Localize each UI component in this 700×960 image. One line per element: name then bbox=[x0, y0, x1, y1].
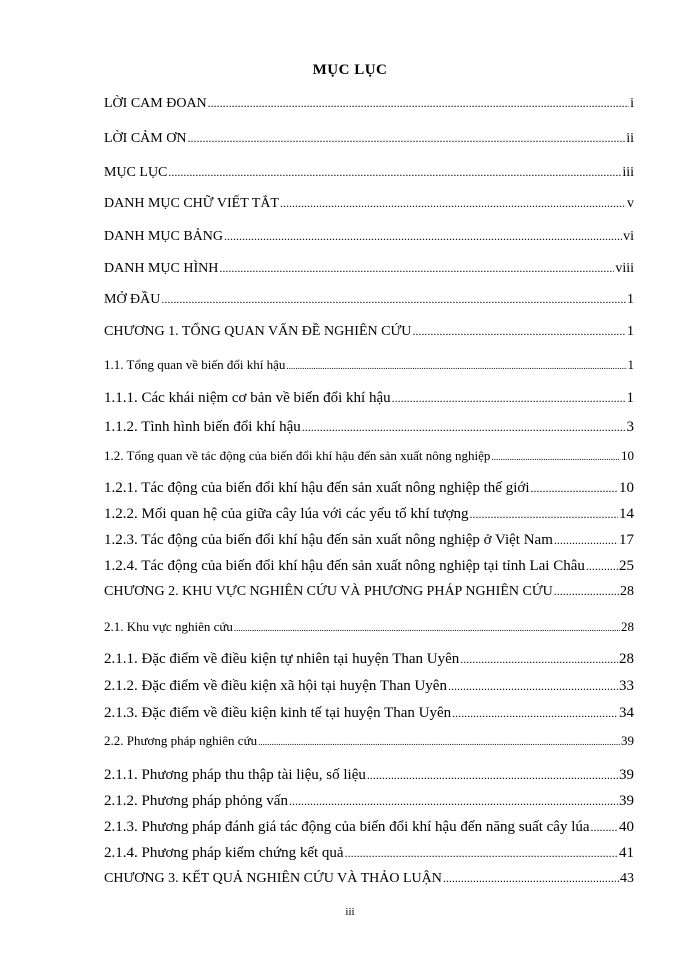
toc-entry[interactable] bbox=[104, 131, 634, 147]
toc-entry-page: ii bbox=[626, 131, 634, 146]
leader-dots bbox=[586, 559, 618, 574]
toc-entry[interactable] bbox=[104, 324, 634, 340]
toc-entry-page: iii bbox=[622, 165, 634, 180]
toc-entry-page: 1 bbox=[627, 292, 634, 307]
toc-entry-label: MỤC LỤC bbox=[104, 165, 168, 180]
leader-dots bbox=[470, 507, 618, 522]
toc-entry[interactable] bbox=[104, 229, 634, 245]
toc-entry-page: vi bbox=[623, 229, 634, 244]
toc-entry[interactable] bbox=[104, 871, 634, 887]
leader-dots bbox=[219, 261, 614, 276]
toc-entry-label: 2.1.3. Phương pháp đánh giá tác động của biến đổi khí hậu đến năng suất cây lúa bbox=[104, 819, 590, 835]
toc-entry-page: viii bbox=[615, 261, 634, 276]
toc-entry[interactable] bbox=[104, 419, 634, 436]
leader-dots bbox=[208, 96, 629, 111]
toc-entry-label: 1.2.4. Tác động của biến đổi khí hậu đến sản xuất nông nghiệp tại tỉnh Lai Châu bbox=[104, 558, 585, 574]
toc-entry[interactable] bbox=[104, 448, 634, 464]
leader-dots bbox=[491, 452, 620, 462]
leader-dots bbox=[280, 196, 626, 211]
toc-entry-page: 1 bbox=[627, 324, 634, 339]
toc-entry-page: 28 bbox=[619, 651, 634, 667]
toc-entry-label: 1.2. Tổng quan về tác động của biến đổi khí hậu đến sản xuất nông nghiệp bbox=[104, 448, 491, 463]
toc-entry[interactable] bbox=[104, 819, 634, 836]
toc-entry-page: 40 bbox=[619, 819, 634, 835]
toc-entry[interactable] bbox=[104, 532, 634, 549]
toc-entry[interactable] bbox=[104, 96, 634, 112]
leader-dots bbox=[161, 292, 626, 307]
toc-entry-page: 34 bbox=[619, 705, 634, 721]
toc-entry-label: 2.1.2. Phương pháp phỏng vấn bbox=[104, 793, 288, 809]
leader-dots bbox=[345, 846, 618, 861]
toc-entry-label: 2.1.2. Đặc điểm về điều kiện xã hội tại huyện Than Uyên bbox=[104, 678, 447, 694]
leader-dots bbox=[554, 533, 618, 548]
toc-entry[interactable] bbox=[104, 584, 634, 600]
toc-entry-page: i bbox=[630, 96, 634, 111]
toc-entry-page: 17 bbox=[619, 532, 634, 548]
toc-entry[interactable] bbox=[104, 767, 634, 784]
leader-dots bbox=[531, 481, 619, 496]
toc-entry-label: DANH MỤC HÌNH bbox=[104, 261, 219, 276]
toc-entry[interactable] bbox=[104, 506, 634, 523]
toc-entry[interactable] bbox=[104, 390, 634, 407]
toc-entry-label: CHƯƠNG 3. KẾT QUẢ NGHIÊN CỨU VÀ THẢO LUẬN bbox=[104, 871, 442, 886]
toc-entry-label: MỞ ĐẦU bbox=[104, 292, 161, 307]
toc-entry[interactable] bbox=[104, 558, 634, 575]
leader-dots bbox=[412, 324, 626, 339]
toc-entry-page: 25 bbox=[619, 558, 634, 574]
leader-dots bbox=[289, 794, 618, 809]
toc-entry-page: 28 bbox=[621, 619, 634, 634]
toc-entry-label: 2.1.1. Phương pháp thu thập tài liệu, số liệu bbox=[104, 767, 366, 783]
toc-entry-page: 28 bbox=[620, 584, 634, 599]
page-title: MỤC LỤC bbox=[312, 62, 388, 78]
toc-entry[interactable] bbox=[104, 651, 634, 668]
toc-entry[interactable] bbox=[104, 845, 634, 862]
toc-entry-page: 1 bbox=[627, 357, 634, 372]
toc-entry[interactable] bbox=[104, 793, 634, 810]
toc-entry-label: 2.1. Khu vực nghiên cứu bbox=[104, 619, 233, 634]
toc-entry[interactable] bbox=[104, 733, 634, 749]
toc-entry[interactable] bbox=[104, 196, 634, 212]
leader-dots bbox=[460, 652, 618, 667]
toc-entry-page: 14 bbox=[619, 506, 634, 522]
toc-entry[interactable] bbox=[104, 480, 634, 497]
toc-entry-label: DANH MỤC CHỮ VIẾT TẮT bbox=[104, 196, 279, 211]
toc-entry-label: CHƯƠNG 1. TỔNG QUAN VẤN ĐỀ NGHIÊN CỨU bbox=[104, 324, 412, 339]
toc-entry-label: 2.1.3. Đặc điểm về điều kiện kinh tế tại huyện Than Uyên bbox=[104, 705, 452, 721]
toc-entry[interactable] bbox=[104, 619, 634, 635]
page-number: iii bbox=[345, 906, 355, 918]
toc-entry-page: 41 bbox=[619, 845, 634, 861]
leader-dots bbox=[452, 706, 618, 721]
toc-entry-page: 10 bbox=[621, 448, 634, 463]
toc-entry-label: 1.1.2. Tình hình biến đổi khí hậu bbox=[104, 419, 301, 435]
toc-entry[interactable] bbox=[104, 261, 634, 277]
toc-entry-page: 10 bbox=[619, 480, 634, 496]
toc-entry-label: CHƯƠNG 2. KHU VỰC NGHIÊN CỨU VÀ PHƯƠNG PHÁP NGHIÊN CỨU bbox=[104, 584, 553, 599]
toc-entry-label: 2.1.1. Đặc điểm về điều kiện tự nhiên tại huyện Than Uyên bbox=[104, 651, 460, 667]
leader-dots bbox=[392, 391, 626, 406]
leader-dots bbox=[448, 679, 618, 694]
leader-dots bbox=[591, 820, 618, 835]
toc-entry-label: 2.1.4. Phương pháp kiểm chứng kết quả bbox=[104, 845, 344, 861]
leader-dots bbox=[302, 420, 626, 435]
toc-entry-page: v bbox=[627, 196, 634, 211]
toc-entry[interactable] bbox=[104, 165, 634, 181]
toc-entry-label: 1.2.1. Tác động của biến đổi khí hậu đến sản xuất nông nghiệp thế giới bbox=[104, 480, 530, 496]
toc-entry[interactable] bbox=[104, 678, 634, 695]
toc-entry[interactable] bbox=[104, 705, 634, 722]
toc-entry-page: 1 bbox=[626, 390, 634, 406]
leader-dots bbox=[443, 871, 619, 886]
toc-entry-label: DANH MỤC BẢNG bbox=[104, 229, 224, 244]
leader-dots bbox=[554, 584, 619, 599]
toc-entry-label: 1.2.3. Tác động của biến đổi khí hậu đến sản xuất nông nghiệp ở Việt Nam bbox=[104, 532, 553, 548]
toc-entry-page: 39 bbox=[619, 793, 634, 809]
leader-dots bbox=[234, 623, 620, 633]
toc-entry-page: 39 bbox=[619, 767, 634, 783]
toc-entry-page: 33 bbox=[619, 678, 634, 694]
toc-entry-label: 1.1.1. Các khái niệm cơ bản về biến đổi khí hậu bbox=[104, 390, 391, 406]
toc-entry[interactable] bbox=[104, 292, 634, 308]
leader-dots bbox=[367, 768, 618, 783]
leader-dots bbox=[258, 737, 620, 747]
toc-entry-page: 3 bbox=[626, 419, 634, 435]
toc-entry-label: 1.2.2. Mối quan hệ của giữa cây lúa với các yếu tố khí tượng bbox=[104, 506, 469, 522]
toc-entry-label: LỜI CAM ĐOAN bbox=[104, 96, 207, 111]
leader-dots bbox=[187, 131, 625, 146]
leader-dots bbox=[224, 229, 622, 244]
leader-dots bbox=[286, 361, 626, 371]
toc-entry-page: 43 bbox=[620, 871, 634, 886]
toc-entry-label: 1.1. Tổng quan về biến đổi khí hậu bbox=[104, 357, 286, 372]
toc-entry-label: 2.2. Phương pháp nghiên cứu bbox=[104, 733, 258, 748]
toc-entry-label: LỜI CẢM ƠN bbox=[104, 131, 187, 146]
toc-entry[interactable] bbox=[104, 357, 634, 373]
toc-entry-page: 39 bbox=[621, 733, 634, 748]
leader-dots bbox=[168, 165, 621, 180]
